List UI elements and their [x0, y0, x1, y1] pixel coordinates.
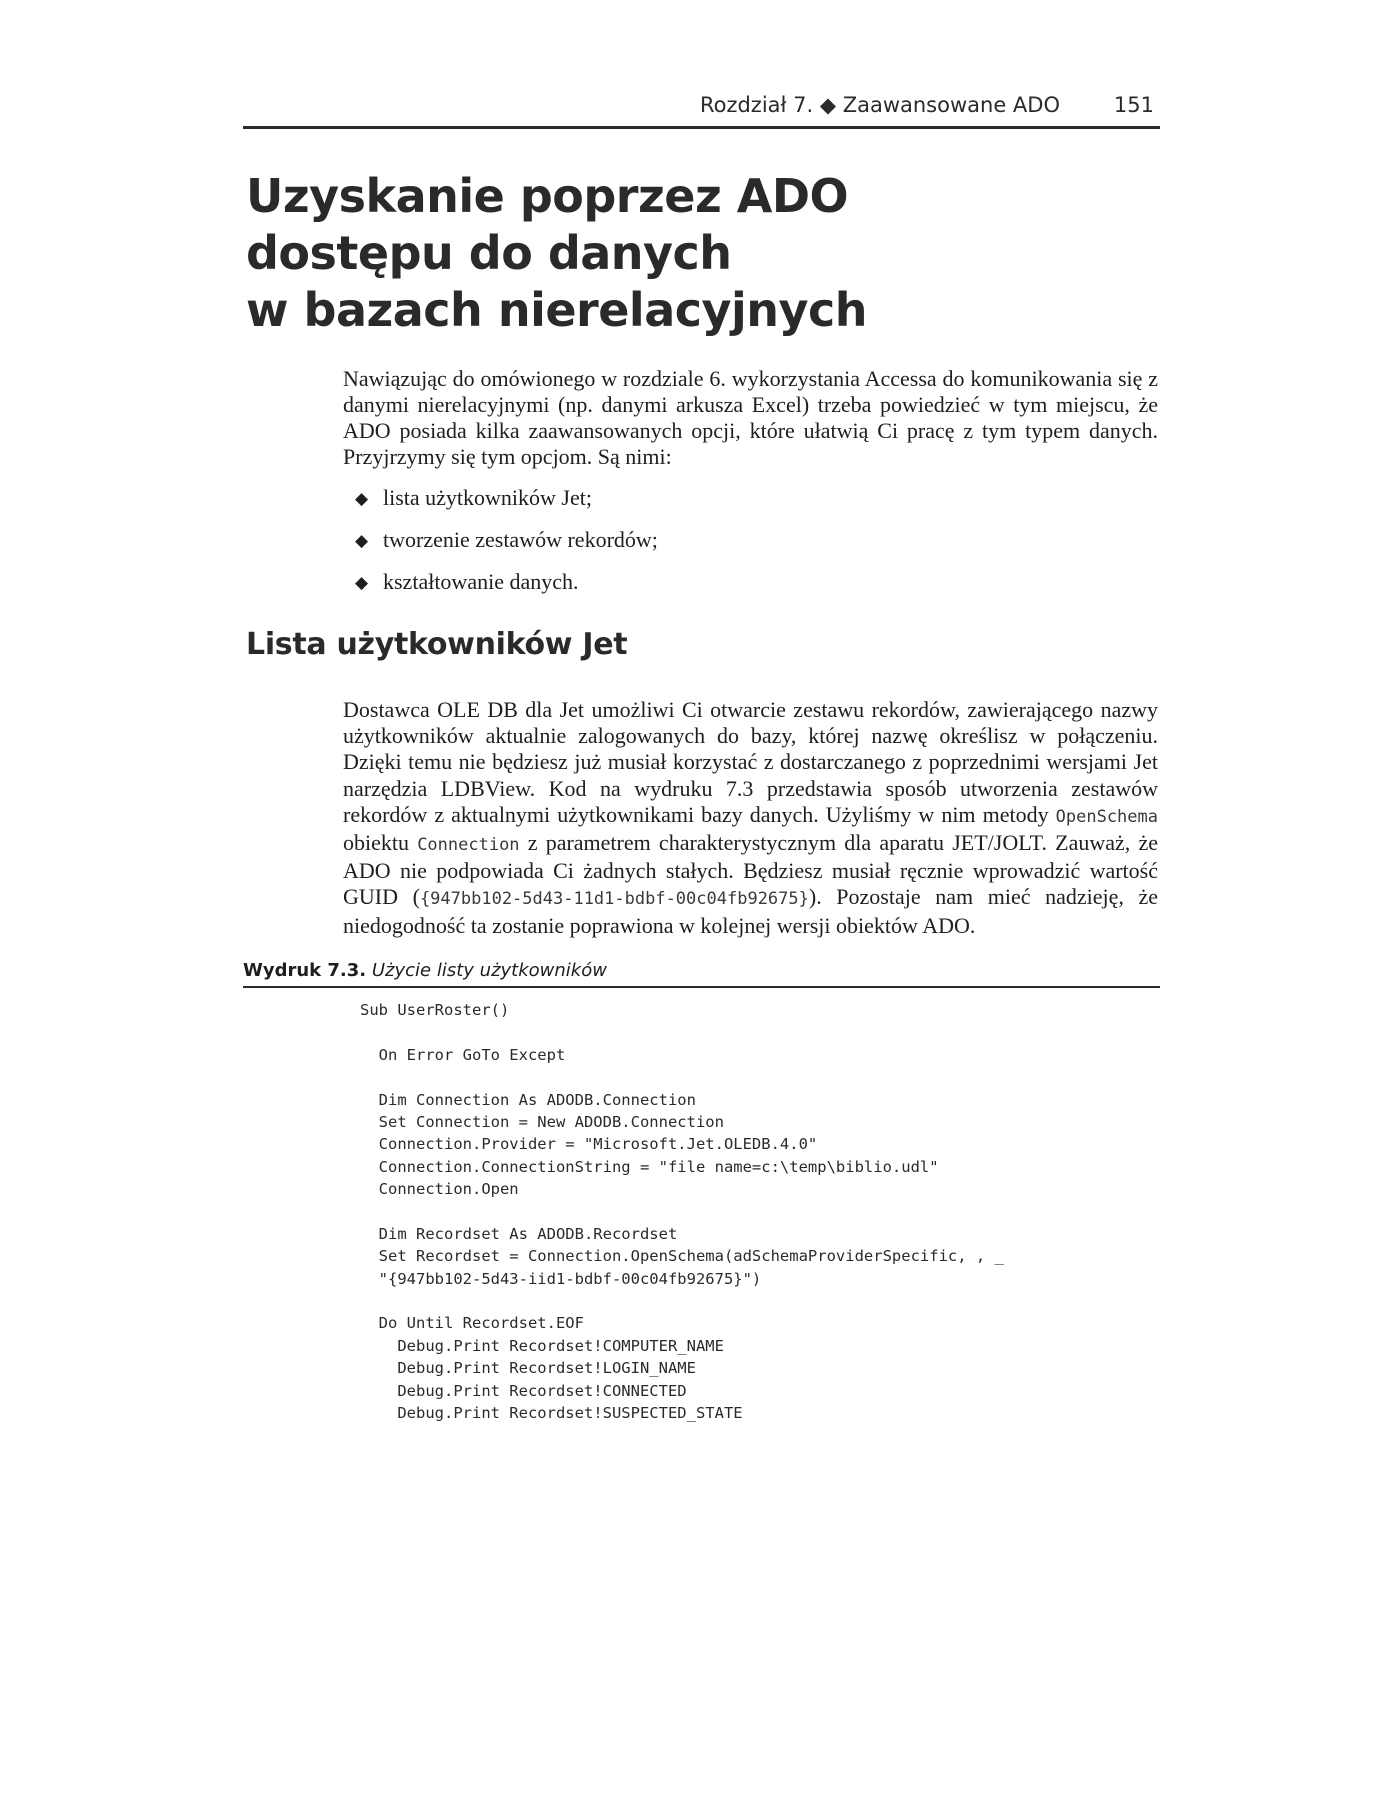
- code-line: [360, 1290, 1004, 1312]
- list-item-text: tworzenie zestawów rekordów;: [383, 527, 658, 552]
- inline-code-method: OpenSchema: [1055, 806, 1158, 827]
- code-line: Set Recordset = Connection.OpenSchema(adSchemaProviderSpecific, , _: [360, 1247, 1004, 1266]
- list-item: [355, 485, 658, 527]
- listing-title: Użycie listy użytkowników: [371, 960, 607, 981]
- running-header: [243, 86, 1160, 129]
- code-line: [360, 1066, 1004, 1088]
- chapter-name: Rozdział 7. ◆ Zaawansowane ADO: [699, 93, 1060, 117]
- inline-code-object: Connection: [417, 835, 520, 856]
- body-text: ). Pozostaje nam mieć nadzieję, że niedogodność ta zostanie poprawiona w kolejnej wersji obiektów ADO.: [343, 884, 1158, 938]
- listing-caption: [243, 956, 1160, 988]
- code-line: Debug.Print Recordset!CONNECTED: [360, 1381, 687, 1400]
- code-line: Dim Connection As ADODB.Connection: [360, 1090, 696, 1109]
- code-line: [360, 1201, 1004, 1223]
- bullet-list: [355, 485, 658, 611]
- chapter-title-line: Uzyskanie poprzez ADO: [246, 169, 849, 223]
- code-line: [360, 1021, 1004, 1043]
- code-listing: [360, 999, 1004, 1424]
- list-item: [355, 527, 658, 569]
- list-item: [355, 569, 658, 611]
- body-paragraph: [343, 697, 1158, 939]
- body-text: obiektu: [343, 830, 418, 856]
- diamond-bullet-icon: ◆: [355, 573, 369, 592]
- chapter-title-line: w bazach nierelacyjnych: [246, 283, 867, 337]
- code-line: Connection.Provider = "Microsoft.Jet.OLEDB.4.0": [360, 1135, 818, 1154]
- inline-code-guid: {947bb102-5d43-11d1-bdbf-00c04fb92675}: [419, 889, 809, 910]
- code-line: "{947bb102-5d43-iid1-bdbf-00c04fb92675}"): [360, 1269, 762, 1288]
- code-line: Dim Recordset As ADODB.Recordset: [360, 1224, 678, 1243]
- body-text: z parametrem charakterystycznym dla aparatu JET/JOLT. Zauważ, że ADO nie podpowiada Ci żadnych stałych. Będziesz musiał ręcznie wprowadzić wartość GUID (: [343, 830, 1158, 910]
- chapter-title-line: dostępu do danych: [246, 226, 732, 280]
- code-line: On Error GoTo Except: [360, 1045, 566, 1064]
- code-line: Connection.ConnectionString = "file name=c:\temp\biblio.udl": [360, 1157, 939, 1176]
- code-line: Debug.Print Recordset!COMPUTER_NAME: [360, 1336, 724, 1355]
- code-line: Debug.Print Recordset!SUSPECTED_STATE: [360, 1404, 743, 1423]
- intro-paragraph: Nawiązując do omówionego w rozdziale 6. wykorzystania Accessa do komunikowania się z danymi nierelacyjnymi (np. danymi arkusza Excel) trzeba powiedzieć w tym miejscu, że ADO posiada kilka zaawansowanych opcji, które ułatwią Ci pracę z tym typem danych. Przyjrzymy się tym opcjom. Są nimi:: [343, 366, 1158, 469]
- diamond-bullet-icon: ◆: [355, 531, 369, 550]
- code-line: Connection.Open: [360, 1180, 519, 1199]
- page-number: 151: [1113, 93, 1154, 117]
- code-line: Debug.Print Recordset!LOGIN_NAME: [360, 1359, 696, 1378]
- list-item-text: kształtowanie danych.: [383, 569, 579, 594]
- chapter-title: [246, 168, 1146, 339]
- code-line: Do Until Recordset.EOF: [360, 1314, 584, 1333]
- code-line: Sub UserRoster(): [360, 1001, 510, 1019]
- code-line: Set Connection = New ADODB.Connection: [360, 1112, 724, 1131]
- list-item-text: lista użytkowników Jet;: [383, 485, 592, 510]
- listing-label: Wydruk 7.3.: [243, 960, 367, 981]
- body-text: Dostawca OLE DB dla Jet umożliwi Ci otwarcie zestawu rekordów, zawierającego nazwy użytkowników aktualnie zalogowanych do bazy, której nazwę określisz w połączeniu. Dzięki temu nie będziesz już musiał korzystać z dostarczanego z poprzednimi wersjami Jet narzędzia LDBView. Kod na wydruku 7.3 przedstawia sposób utworzenia zestawów rekordów z aktualnymi użytkownikami bazy danych. Użyliśmy w nim metody: [343, 697, 1158, 827]
- diamond-bullet-icon: ◆: [355, 489, 369, 508]
- section-heading: Lista użytkowników Jet: [246, 627, 628, 662]
